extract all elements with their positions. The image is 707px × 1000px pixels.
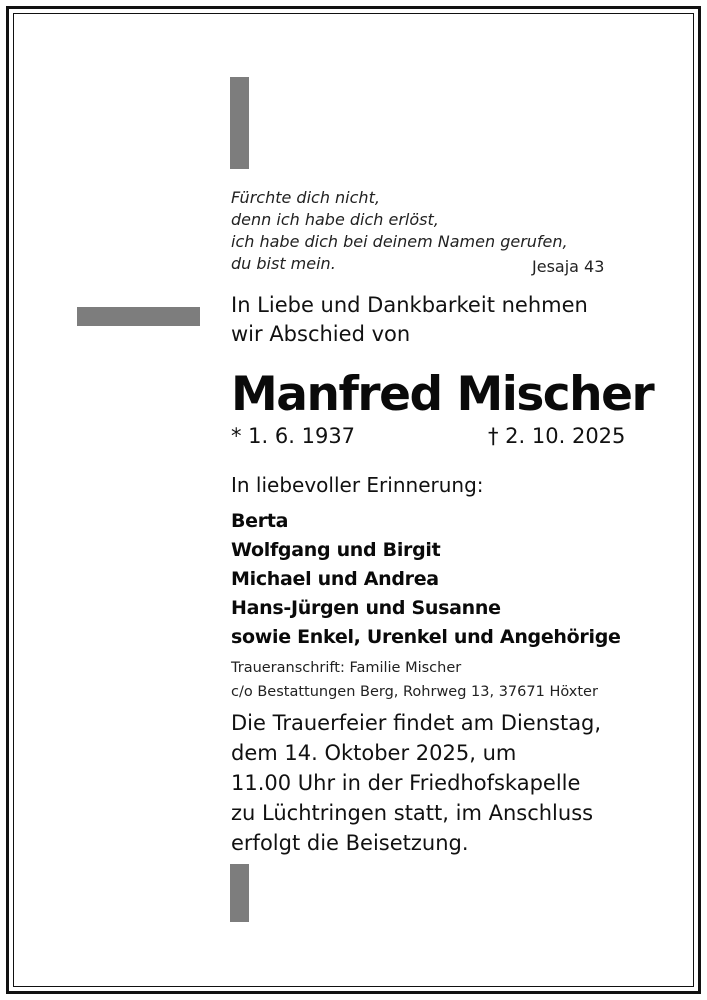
cross-top-beam xyxy=(230,77,249,169)
cross-bottom-beam xyxy=(230,864,249,922)
verse-source: Jesaja 43 xyxy=(532,257,605,276)
funeral-line: Die Trauerfeier findet am Dienstag, xyxy=(231,711,602,735)
mourning-address-line-1: Traueranschrift: Familie Mischer xyxy=(231,660,462,676)
verse-line: ich habe dich bei deinem Namen gerufen, xyxy=(231,232,568,251)
birth-date: * 1. 6. 1937 xyxy=(231,424,356,448)
intro-line-2: wir Abschied von xyxy=(231,322,411,346)
verse-line: du bist mein. xyxy=(231,254,336,273)
family-member: Wolfgang und Birgit xyxy=(231,539,441,561)
cross-side-beam xyxy=(77,307,200,326)
mourning-address-line-2: c/o Bestattungen Berg, Rohrweg 13, 37671 Höxter xyxy=(231,684,598,700)
family-member: sowie Enkel, Urenkel und Angehörige xyxy=(231,626,621,648)
verse-line: denn ich habe dich erlöst, xyxy=(231,210,439,229)
funeral-line: 11.00 Uhr in der Friedhofskapelle xyxy=(231,771,581,795)
deceased-name: Manfred Mischer xyxy=(231,367,654,422)
funeral-line: dem 14. Oktober 2025, um xyxy=(231,741,517,765)
family-member: Hans-Jürgen und Susanne xyxy=(231,597,501,619)
funeral-line: erfolgt die Beisetzung. xyxy=(231,831,469,855)
death-date: † 2. 10. 2025 xyxy=(488,424,626,448)
intro-line-1: In Liebe und Dankbarkeit nehmen xyxy=(231,293,588,317)
remembrance-heading: In liebevoller Erinnerung: xyxy=(231,473,484,497)
funeral-line: zu Lüchtringen statt, im Anschluss xyxy=(231,801,594,825)
family-member: Berta xyxy=(231,510,289,532)
verse-line: Fürchte dich nicht, xyxy=(231,188,380,207)
family-member: Michael und Andrea xyxy=(231,568,439,590)
